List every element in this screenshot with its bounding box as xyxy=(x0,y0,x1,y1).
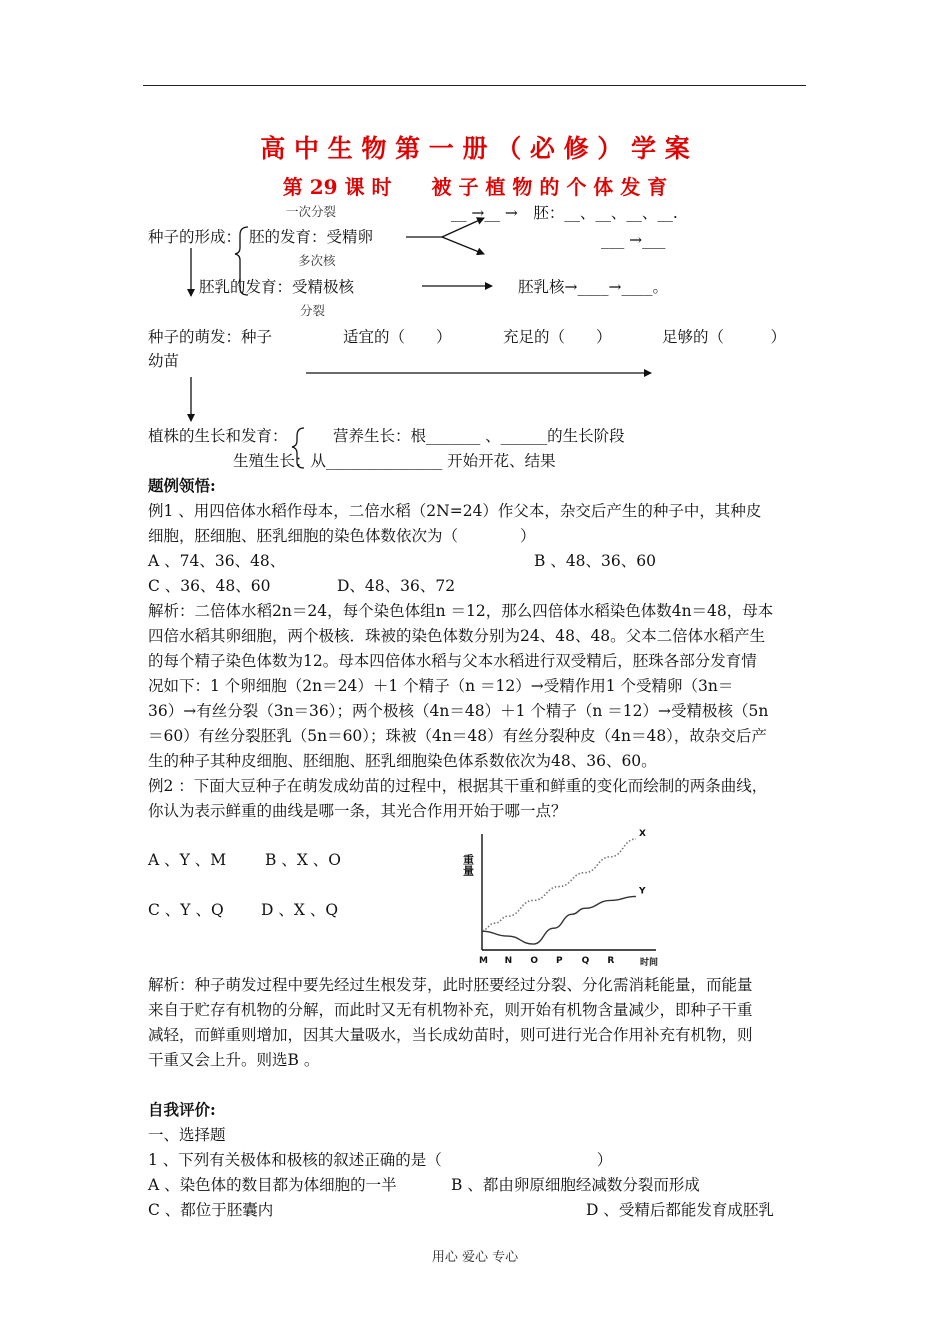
seed-formation-label: 种子的形成： xyxy=(148,228,242,246)
chart-x-tick-label: O xyxy=(530,956,538,966)
question-1-option-d: D 、受精后都能发育成胚乳 xyxy=(586,1201,774,1219)
chart-x-tick-label: P xyxy=(556,956,563,966)
example1-option-c: C 、36、48、60 xyxy=(148,577,271,595)
chart-ylabel: 重量 xyxy=(461,854,475,876)
example2-option-a: A 、Y 、M xyxy=(148,851,227,869)
chart-series-x-line xyxy=(482,839,636,930)
example1-question-line1: 例1 、用四倍体水稻作母本，二倍水稻（2N=24）作父本，杂交后产生的种子中，其种皮 xyxy=(148,502,762,520)
example1-analysis-line: ＝60）有丝分裂胚乳（5n＝60）；珠被（4n＝48）有丝分裂种皮（4n＝48），故杂交后产 xyxy=(148,727,767,745)
weight-curve-chart xyxy=(461,822,669,968)
question-1-option-b: B 、都由卵原细胞经减数分裂而形成 xyxy=(451,1176,700,1194)
seed-formation-brace xyxy=(235,227,248,295)
arrow-zygote-down xyxy=(442,237,484,254)
example2-option-d: D 、X 、Q xyxy=(261,901,339,919)
example1-analysis-line: 四倍水稻其卵细胞，两个极核．珠被的染色体数分别为24、48、48。父本二倍体水稻产生 xyxy=(148,627,766,645)
chart-x-tick-label: Q xyxy=(581,956,590,966)
condition-sufficient: 充足的（ ） xyxy=(503,328,612,346)
example1-option-d: D、48、36、72 xyxy=(337,577,456,595)
chart-x-tick-label: N xyxy=(504,956,513,966)
question-1-option-a: A 、染色体的数目都为体细胞的一半 xyxy=(148,1176,397,1194)
example1-analysis-line: 36）→有丝分裂（3n＝36）；两个极核（4n＝48）＋1 个精子（n ＝12）→受精极核（5n xyxy=(148,702,769,720)
question-1: 1 、下列有关极体和极核的叙述正确的是（ ） xyxy=(148,1151,613,1169)
vegetative-growth: 营养生长：根_______ 、______的生长阶段 xyxy=(333,427,625,445)
embryo-blank-line: __ →__ → 胚：__、__、__、__. xyxy=(451,204,678,222)
growth-brace xyxy=(292,428,304,468)
lesson-subtitle: 第 29 课 时 被 子 植 物 的 个 体 发 育 xyxy=(282,175,668,199)
chart-xlabel: 时间 xyxy=(640,958,659,968)
examples-heading: 题例领悟: xyxy=(148,476,216,495)
growth-development-label: 植株的生长和发育： xyxy=(148,427,288,445)
chart-x-tick-label: M xyxy=(479,956,488,966)
example1-option-b: B 、48、36、60 xyxy=(534,552,656,570)
example1-question-line2: 细胞，胚细胞、胚乳细胞的染色体数依次为（ ） xyxy=(148,527,536,545)
label-first-division: 一次分裂 xyxy=(286,204,337,219)
endosperm-result: 胚乳核→____→____。 xyxy=(518,278,668,296)
chart-x-tick-label: R xyxy=(607,956,615,966)
example2-analysis-line: 解析：种子萌发过程中要先经过生根发芽，此时胚要经过分裂、分化需消耗能量，而能量 xyxy=(148,976,753,994)
example2-option-c: C 、Y 、Q xyxy=(148,901,224,919)
germination-label: 种子的萌发：种子 xyxy=(148,328,273,346)
label-division: 分裂 xyxy=(300,303,326,318)
label-multiple-nuclear: 多次核 xyxy=(298,253,336,268)
page-title: 高 中 生 物 第 一 册 （ 必 修 ） 学 案 xyxy=(260,134,690,163)
page-footer: 用心 爱心 专心 xyxy=(431,1250,519,1265)
chart-series-y-label: Y xyxy=(639,886,646,897)
chart-series-y-line xyxy=(482,896,636,944)
seedling-label: 幼苗 xyxy=(148,352,180,370)
example2-question-line2: 你认为表示鲜重的曲线是哪一条，其光合作用开始于哪一点？ xyxy=(148,802,567,820)
example1-analysis-line: 生的种子其种皮细胞、胚细胞、胚乳细胞染色体系数依次为48、36、60。 xyxy=(148,752,657,770)
example1-analysis-line: 况如下：1 个卵细胞（2n＝24）＋1 个精子（n ＝12）→受精作用1 个受精卵（3n＝ xyxy=(148,677,734,695)
example2-analysis-line: 减轻，而鲜重则增加，因其大量吸水，当长成幼苗时，则可进行光合作用补充有机物，则 xyxy=(148,1026,753,1044)
example2-analysis-line: 来自于贮存有机物的分解，而此时又无有机物补充，则开始有机物含量减少，即种子干重 xyxy=(148,1001,753,1019)
embryo-development-label: 胚的发育：受精卵 xyxy=(249,228,374,246)
condition-enough: 足够的（ ） xyxy=(662,328,787,346)
embryo-lower-line: ___ →___ xyxy=(601,231,666,249)
example2-analysis-line: 干重又会上升。则选B 。 xyxy=(148,1051,320,1069)
chart-series-x-label: X xyxy=(639,828,646,839)
self-eval-section: 一、选择题 xyxy=(148,1126,226,1144)
example2-question-line1: 例2 ：下面大豆种子在萌发成幼苗的过程中，根据其干重和鲜重的变化而绘制的两条曲线， xyxy=(148,777,768,795)
reproductive-growth: 生殖生长：从_______________ 开始开花、结果 xyxy=(233,452,556,470)
example1-analysis-line: 的每个精子染色体数为12。母本四倍体水稻与父本水稻进行双受精后，胚珠各部分发育情 xyxy=(148,652,757,670)
arrow-zygote-up xyxy=(442,218,484,237)
question-1-option-c: C 、都位于胚囊内 xyxy=(148,1201,274,1219)
example1-option-a: A 、74、36、48、 xyxy=(148,552,286,570)
self-eval-heading: 自我评价: xyxy=(148,1100,216,1119)
condition-suitable: 适宜的（ ） xyxy=(343,328,452,346)
example2-option-b: B 、X 、O xyxy=(265,851,341,869)
endosperm-development-label: 胚乳的发育：受精极核 xyxy=(199,278,355,296)
diagram-arrows xyxy=(0,0,950,480)
example1-analysis-line: 解析：二倍体水稻2n＝24，每个染色体组n ＝12，那么四倍体水稻染色体数4n＝48，母本 xyxy=(148,602,774,620)
